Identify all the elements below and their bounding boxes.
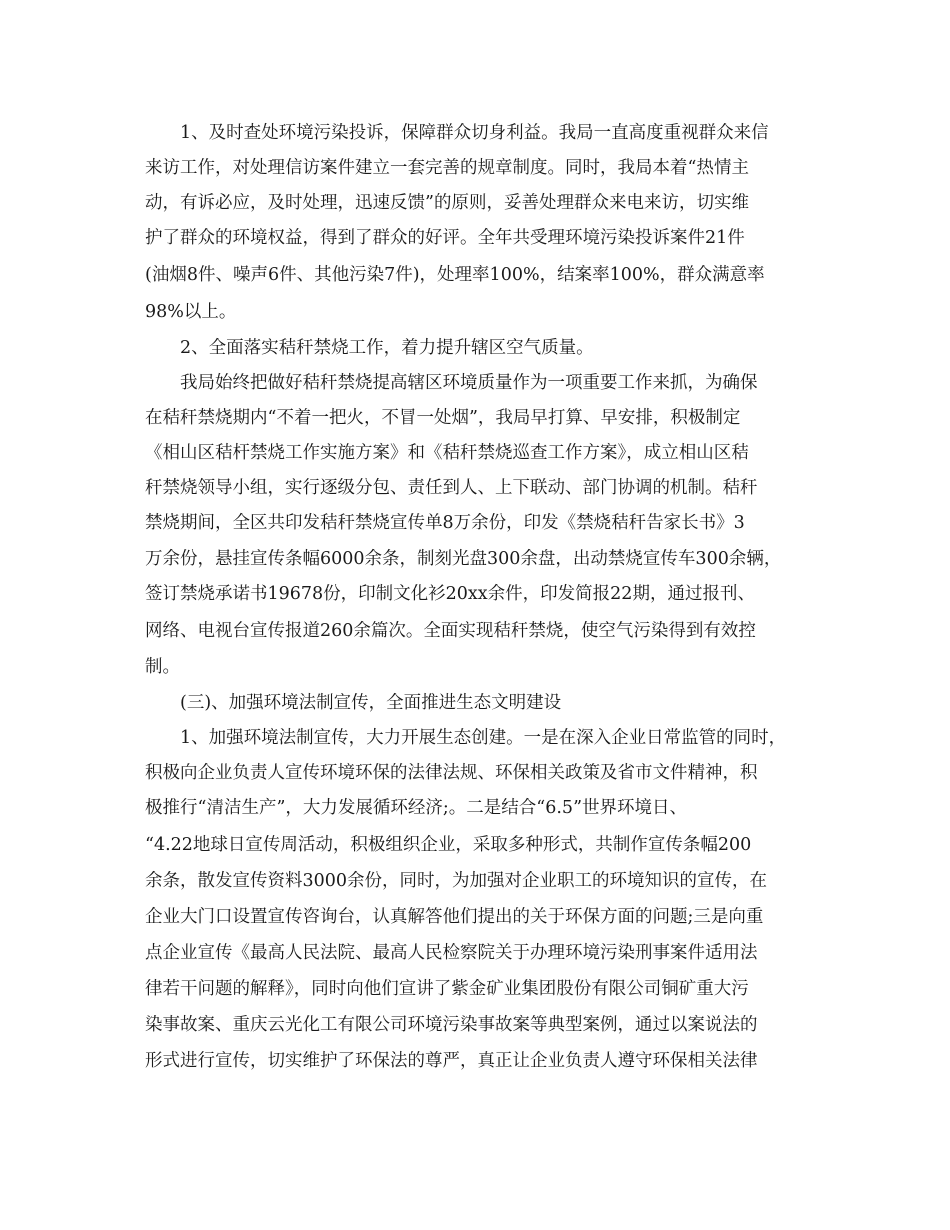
text-line: 签订禁烧承诺书19678份，印制文化衫20xx余件，印发简报22期，通过报刊、 [145,584,755,604]
text-line: 来访工作，对处理信访案件建立一套完善的规章制度。同时，我局本着“热情主 [145,158,749,178]
text-line: “4.22地球日宣传周活动，积极组织企业，采取多种形式，共制作宣传条幅200 [145,835,752,855]
text-line: 禁烧期间，全区共印发秸秆禁烧宣传单8万余份，印发《禁烧秸秆告家长书》3 [145,513,745,533]
text-line: (油烟8件、噪声6件、其他污染7件)，处理率100%，结案率100%，群众满意率 [145,265,765,285]
text-line: 我局始终把做好秸秆禁烧提高辖区环境质量作为一项重要工作来抓，为确保 [145,373,758,393]
text-line: 万余份，悬挂宣传条幅6000余条，制刻光盘300余盘，出动禁烧宣传车300余辆， [145,549,782,569]
text-line: 制。 [145,657,180,677]
text-line: 秆禁烧领导小组，实行逐级分包、责任到人、上下联动、部门协调的机制。秸秆 [145,478,758,498]
text-line: 1、及时查处环境污染投诉，保障群众切身利益。我局一直高度重视群众来信 [145,123,769,143]
text-line: 网络、电视台宣传报道260余篇次。全面实现秸秆禁烧，使空气污染得到有效控 [145,621,756,641]
text-line: 染事故案、重庆云光化工有限公司环境污染事故案等典型案例，通过以案说法的 [145,1015,758,1035]
text-line: 护了群众的环境权益，得到了群众的好评。全年共受理环境污染投诉案件21件 [145,228,745,248]
text-line: (三)、加强环境法制宣传，全面推进生态文明建设 [145,693,562,713]
text-line: 2、全面落实秸秆禁烧工作，着力提升辖区空气质量。 [145,338,594,358]
text-line: 极推行“清洁生产”，大力发展循环经济;。二是结合“6.5”世界环境日、 [145,798,688,818]
text-line: 98%以上。 [145,302,237,322]
text-line: 点企业宣传《最高人民法院、最高人民检察院关于办理环境污染刑事案件适用法 [145,943,758,963]
text-line: 企业大门口设置宣传咨询台，认真解答他们提出的关于环保方面的问题;三是向重 [145,907,764,927]
text-line: 动，有诉必应，及时处理，迅速反馈”的原则，妥善处理群众来电来访，切实维 [145,193,749,213]
text-line: 《相山区秸杆禁烧工作实施方案》和《秸秆禁烧巡查工作方案》，成立相山区秸 [145,443,749,463]
text-line: 余条，散发宣传资料3000余份，同时，为加强对企业职工的环境知识的宣传，在 [145,871,768,891]
text-line: 1、加强环境法制宣传，大力开展生态创建。一是在深入企业日常监管的同时， [145,728,787,748]
text-line: 形式进行宣传，切实维护了环保法的尊严，真正让企业负责人遵守环保相关法律 [145,1051,758,1071]
text-line: 律若干问题的解释》，同时向他们宣讲了紫金矿业集团股份有限公司铜矿重大污 [145,979,749,999]
text-line: 积极向企业负责人宣传环境环保的法律法规、环保相关政策及省市文件精神，积 [145,763,758,783]
text-line: 在秸秆禁烧期内“不着一把火，不冒一处烟”，我局早打算、早安排，积极制定 [145,408,741,428]
